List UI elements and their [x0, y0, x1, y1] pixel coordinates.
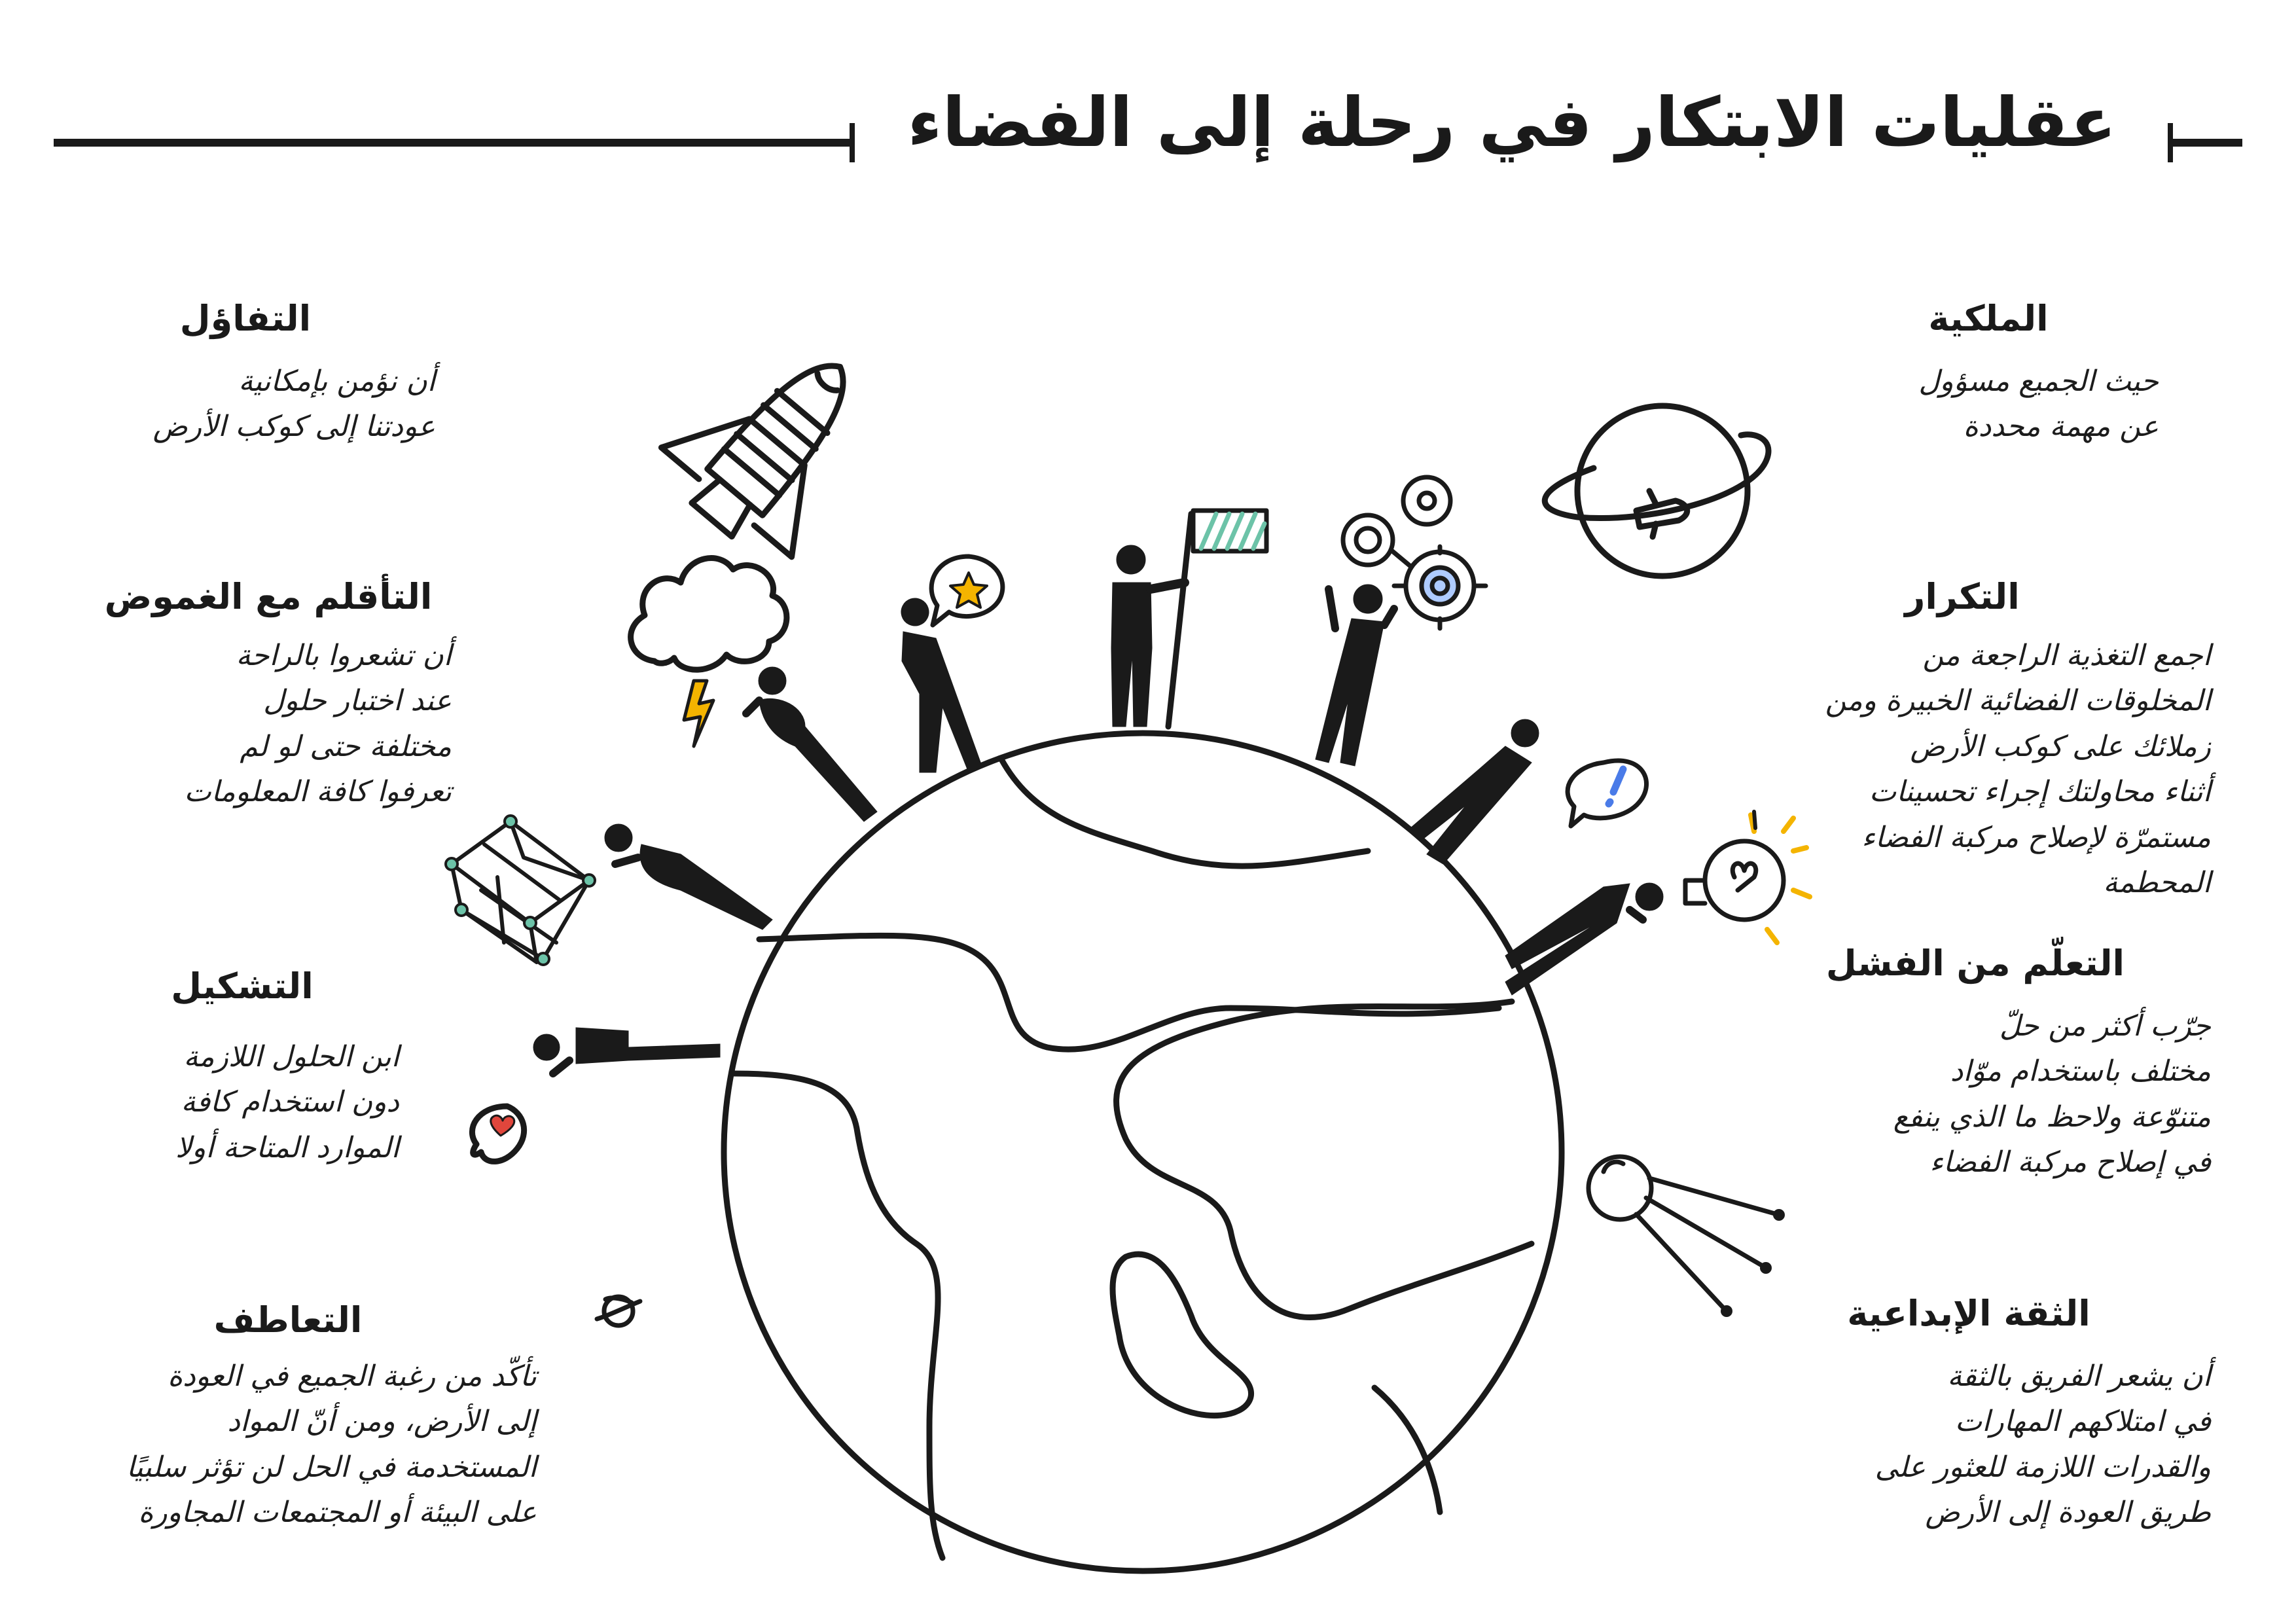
text-line: دون استخدام كافة	[181, 1085, 399, 1119]
person-icon	[1316, 585, 1394, 766]
text-line: جرّب أكثر من حلّ	[1999, 1009, 2211, 1043]
section-heading: التأقلم مع الغموض	[104, 576, 433, 617]
text-line: أن يشعر الفريق بالثقة	[1947, 1359, 2211, 1393]
section-heading: الملكية	[1928, 298, 2049, 339]
space-shuttle-icon	[647, 312, 905, 575]
person-icon	[605, 824, 772, 929]
text-line: الموارد المتاحة أولا	[175, 1130, 399, 1164]
text-line: في إصلاح مركبة الفضاء	[1929, 1146, 2211, 1180]
text-line: طريق العودة إلى الأرض	[1925, 1496, 2211, 1530]
text-line: على البيئة أو المجتمعات المجاورة	[138, 1496, 537, 1530]
person-icon	[533, 1028, 720, 1074]
text-line: المحطمة	[2103, 866, 2211, 900]
cube-network-icon	[452, 821, 589, 962]
section-heading: التشكيل	[171, 965, 314, 1007]
cloud-lightning-icon	[631, 558, 787, 670]
lightning-icon	[684, 681, 713, 746]
text-line: أن تشعروا بالراحة	[236, 638, 452, 672]
text-line: أن نؤمن بإمكانية	[238, 364, 435, 398]
exclamation-bubble-icon	[1568, 761, 1646, 826]
text-line: المستخدمة في الحل لن تؤثر سلبيًا	[126, 1450, 537, 1484]
text-line: ابن الحلول اللازمة	[183, 1039, 399, 1074]
text-line: زملائك على كوكب الأرض	[1910, 729, 2211, 763]
person-icon	[1505, 883, 1663, 995]
satellite-icon	[1588, 1157, 1777, 1309]
page-title: عقليات الابتكار في رحلة إلى الفضاء	[907, 82, 2117, 162]
text-line: مختلفة حتى لو لم	[240, 729, 452, 763]
bulb-rays	[1751, 815, 1810, 943]
text-line: عن مهمة محددة	[1963, 410, 2159, 444]
lightbulb-icon	[1685, 841, 1784, 920]
text-line: عند اختبار حلول	[263, 684, 452, 718]
text-line: إلى الأرض، ومن أنّ المواد	[227, 1405, 537, 1439]
text-line: والقدرات اللازمة للعثور على	[1874, 1450, 2211, 1484]
planet-rocket-icon	[1545, 406, 1768, 576]
section-heading: التعلّم من الفشل	[1825, 943, 2125, 984]
text-line: مستمرّة لإصلاح مركبة الفضاء	[1861, 820, 2211, 854]
text-line: أثناء محاولتك إجراء تحسينات	[1869, 775, 2211, 809]
heart-icon	[491, 1115, 514, 1136]
person-icon	[746, 667, 877, 821]
text-line: المخلوقات الفضائية الخبيرة ومن	[1825, 684, 2211, 718]
section-heading: التفاؤل	[179, 298, 312, 339]
exclamation-mark	[1609, 769, 1623, 804]
text-line: مختلف باستخدام موّاد	[1950, 1055, 2211, 1089]
text-line: في امتلاكهم المهارات	[1954, 1405, 2211, 1439]
star-icon	[950, 573, 987, 607]
section-heading: التعاطف	[213, 1299, 363, 1341]
section-heading: الثقة الإبداعية	[1847, 1293, 2090, 1334]
small-planet-icon	[597, 1297, 640, 1326]
text-line: حيث الجميع مسؤول	[1918, 364, 2159, 398]
text-line: متنوّعة ولاحظ ما الذي ينفع	[1893, 1100, 2211, 1134]
text-line: عودتنا إلى كوكب الأرض	[152, 410, 435, 444]
text-line: اجمع التغذية الراجعة من	[1922, 638, 2211, 672]
section-heading: التكرار	[1905, 576, 2020, 617]
person-icon	[1410, 719, 1539, 864]
text-line: تعرفوا كافة المعلومات	[184, 775, 452, 809]
text-line: تأكّد من رغبة الجميع في العودة	[168, 1359, 537, 1393]
